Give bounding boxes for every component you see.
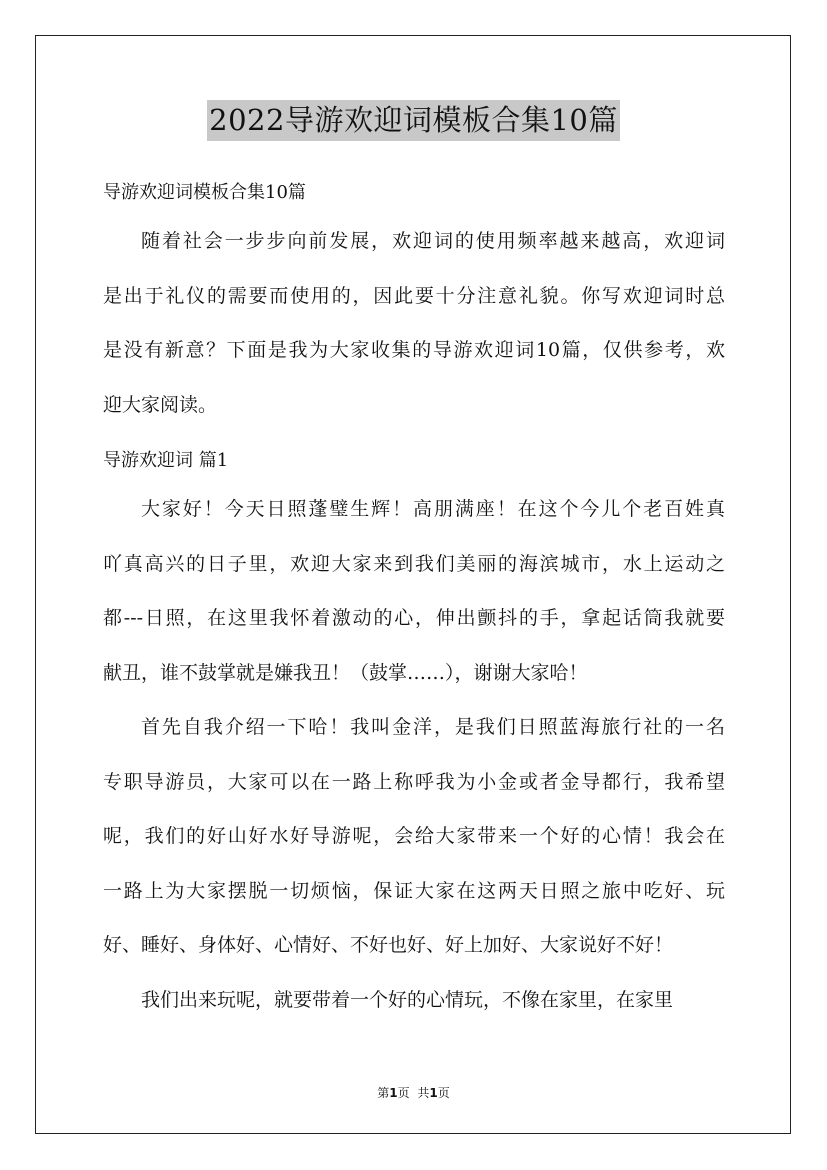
total-pages: 1 [429, 1086, 438, 1100]
text-line: 好、睡好、身体好、心情好、不好也好、好上加好、大家说好不好！ [103, 934, 674, 956]
text-line: 我们出来玩呢，就要带着一个好的心情玩，不像在家里，在家里 [141, 988, 674, 1011]
text-line: 呢，我们的好山好水好导游呢，会给大家带来一个好的心情！我会在 [103, 825, 725, 847]
text-line: 献丑，谁不鼓掌就是嫌我丑！（鼓掌……），谢谢大家哈！ [103, 661, 588, 684]
text-line: 专职导游员，大家可以在一路上称呼我为小金或者金导都行，我希望 [103, 770, 725, 793]
page-footer [0, 1084, 827, 1101]
intro-section [103, 214, 725, 432]
total-prefix: 共 [417, 1086, 430, 1100]
text-line: 大家好！今天日照蓬璧生辉！高朋满座！在这个今儿个老百姓真 [141, 498, 725, 520]
text-line: 首先自我介绍一下哈！我叫金洋，是我们日照蓝海旅行社的一名 [141, 716, 725, 738]
section-1-body [103, 482, 725, 1027]
title-wrap [0, 100, 827, 141]
page-prefix: 第 [377, 1086, 390, 1100]
section-paragraph [103, 700, 725, 973]
document-body [103, 172, 725, 1027]
text-line: 随着社会一步步向前发展，欢迎词的使用频率越来越高，欢迎词 [141, 230, 725, 252]
text-line: 迎大家阅读。 [103, 393, 218, 416]
page-number: 1 [389, 1086, 398, 1100]
text-line: 都---日照，在这里我怀着激动的心，伸出颤抖的手，拿起话筒我就要 [103, 607, 725, 629]
text-line: 一路上为大家摆脱一切烦恼，保证大家在这两天日照之旅中吃好、玩 [103, 879, 725, 902]
total-suffix: 页 [437, 1086, 450, 1100]
section-heading: 导游欢迎词 篇1 [103, 450, 229, 471]
section-paragraph [103, 482, 725, 700]
document-title: 2022导游欢迎词模板合集10篇 [207, 100, 620, 141]
subtitle: 导游欢迎词模板合集10篇 [103, 182, 306, 203]
section-paragraph [103, 973, 725, 1028]
text-line: 吖真高兴的日子里，欢迎大家来到我们美丽的海滨城市，水上运动之 [103, 552, 725, 575]
intro-paragraph [103, 214, 725, 432]
text-line: 是出于礼仪的需要而使用的，因此要十分注意礼貌。你写欢迎词时总 [103, 284, 725, 307]
text-line: 是没有新意？下面是我为大家收集的导游欢迎词10篇，仅供参考，欢 [103, 339, 725, 361]
page-suffix: 页 [397, 1086, 410, 1100]
